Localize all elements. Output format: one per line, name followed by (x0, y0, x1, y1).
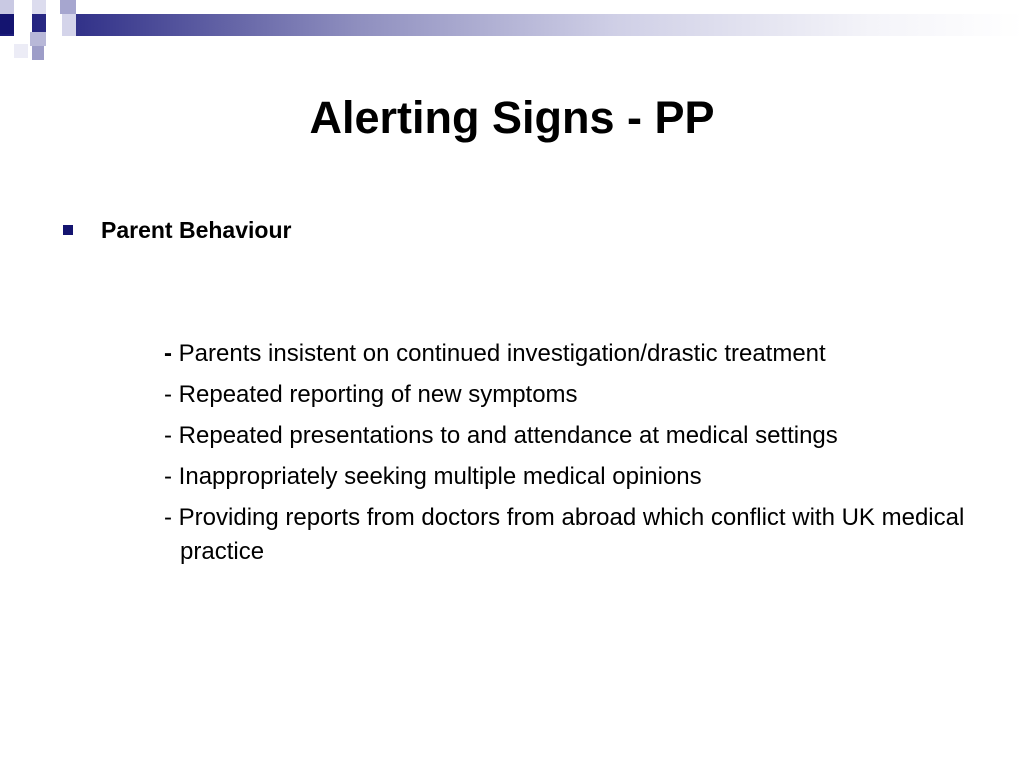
dash-marker: - (164, 504, 179, 531)
decor-square (14, 44, 28, 58)
decor-square (0, 0, 14, 14)
list-item (164, 378, 1004, 412)
dash-marker: - (164, 381, 179, 408)
dash-marker: - (164, 340, 179, 367)
list-item (164, 460, 1004, 494)
dash-marker: - (164, 422, 179, 449)
list-item (164, 337, 1004, 371)
sub-bullet-list (164, 337, 1004, 576)
decor-square (60, 0, 76, 14)
list-item (164, 419, 1004, 453)
bullet-item-parent-behaviour (63, 215, 291, 245)
decor-square (46, 0, 60, 14)
decor-square (14, 32, 30, 44)
list-item-text: Inappropriately seeking multiple medical opinions (178, 463, 702, 490)
list-item-text: Parents insistent on continued investigation/drastic treatment (178, 340, 826, 367)
decor-square (0, 14, 14, 34)
decor-square (62, 14, 76, 36)
bullet-label: Parent Behaviour (101, 216, 292, 243)
list-item-text: Repeated presentations to and attendance at medical settings (178, 422, 838, 449)
slide-title: Alerting Signs - PP (309, 92, 715, 143)
list-item-text: Repeated reporting of new symptoms (178, 381, 578, 408)
decor-square (14, 14, 32, 32)
decor-square (32, 46, 44, 60)
decor-square (30, 32, 46, 46)
dash-marker: - (164, 463, 179, 490)
list-item (164, 501, 1004, 569)
square-bullet-icon (63, 225, 73, 235)
decor-square (46, 14, 62, 36)
list-item-text: Providing reports from doctors from abroad which conflict with UK medical practice (178, 504, 965, 565)
decor-square (32, 0, 46, 14)
header-gradient-band (0, 14, 1024, 36)
